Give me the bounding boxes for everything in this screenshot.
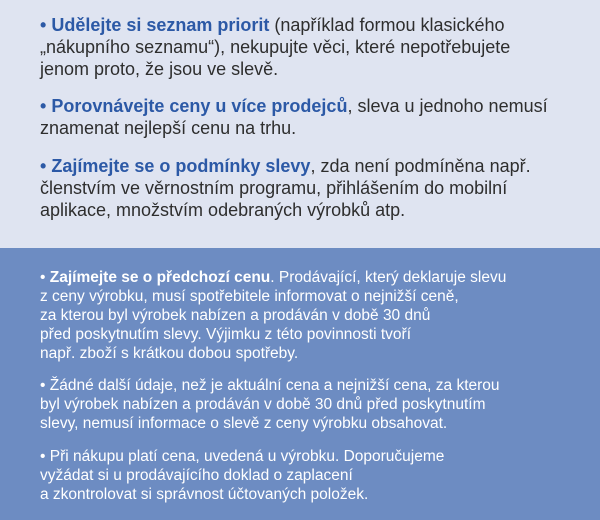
info-text: . Prodávající, který deklaruje slevu bbox=[270, 269, 507, 286]
info-text: slevy, nemusí informace o slevě z ceny výrobku obsahovat. bbox=[40, 415, 448, 432]
tip-first-line bbox=[40, 95, 580, 117]
tip-lead: Udělejte si seznam priorit bbox=[51, 15, 270, 35]
tip-text: „nákupního seznamu“), nekupujte věci, které nepotřebujete bbox=[40, 37, 511, 57]
tip-item bbox=[40, 95, 580, 139]
tip-lead: Zajímejte se o podmínky slevy bbox=[51, 156, 311, 176]
info-first-line bbox=[40, 376, 580, 395]
tip-text: jenom proto, že jsou ve slevě. bbox=[40, 59, 279, 79]
tip-text: , zda není podmíněna např. bbox=[310, 156, 531, 176]
info-text: Při nákupu platí cena, uvedená u výrobku. Doporučujeme bbox=[45, 448, 445, 465]
bullet: • bbox=[40, 96, 47, 116]
info-item bbox=[40, 268, 580, 363]
bullet: • bbox=[40, 15, 47, 35]
info-lead: Zajímejte se o předchozí cenu bbox=[49, 269, 271, 286]
tip-text: aplikace, množstvím odebraných výrobků atp. bbox=[40, 200, 406, 220]
info-text: vyžádat si u prodávajícího doklad o zaplacení bbox=[40, 467, 353, 484]
bullet: • bbox=[40, 156, 47, 176]
bullet: • bbox=[40, 448, 46, 465]
tip-text: , sleva u jednoho nemusí bbox=[347, 96, 548, 116]
tip-item bbox=[40, 155, 580, 221]
tip-lead: Porovnávejte ceny u více prodejců bbox=[51, 96, 348, 116]
info-panel bbox=[0, 248, 600, 520]
info-text: Žádné další údaje, než je aktuální cena a nejnižší cena, za kterou bbox=[45, 377, 500, 394]
info-text: před poskytnutím slevy. Výjimku z této povinnosti tvoří bbox=[40, 326, 412, 343]
tip-text: členstvím ve věrnostním programu, přihlášením do mobilní bbox=[40, 178, 508, 198]
tip-text: (například formou klasického bbox=[269, 15, 505, 35]
info-text: a zkontrolovat si správnost účtovaných položek. bbox=[40, 486, 369, 503]
info-first-line bbox=[40, 268, 580, 287]
tips-panel bbox=[0, 0, 600, 248]
bullet: • bbox=[40, 269, 46, 286]
info-text: např. zboží s krátkou dobou spotřeby. bbox=[40, 345, 299, 362]
info-first-line bbox=[40, 447, 580, 466]
info-text: byl výrobek nabízen a prodáván v době 30 dnů před poskytnutím bbox=[40, 396, 486, 413]
info-item bbox=[40, 376, 580, 433]
tip-first-line bbox=[40, 14, 580, 36]
tip-first-line bbox=[40, 155, 580, 177]
info-item bbox=[40, 447, 580, 504]
tip-item bbox=[40, 14, 580, 80]
tip-text: znamenat nejlepší cenu na trhu. bbox=[40, 118, 297, 138]
info-text: z ceny výrobku, musí spotřebitele informovat o nejnižší ceně, bbox=[40, 288, 459, 305]
info-text: za kterou byl výrobek nabízen a prodáván v době 30 dnů bbox=[40, 307, 431, 324]
bullet: • bbox=[40, 377, 46, 394]
